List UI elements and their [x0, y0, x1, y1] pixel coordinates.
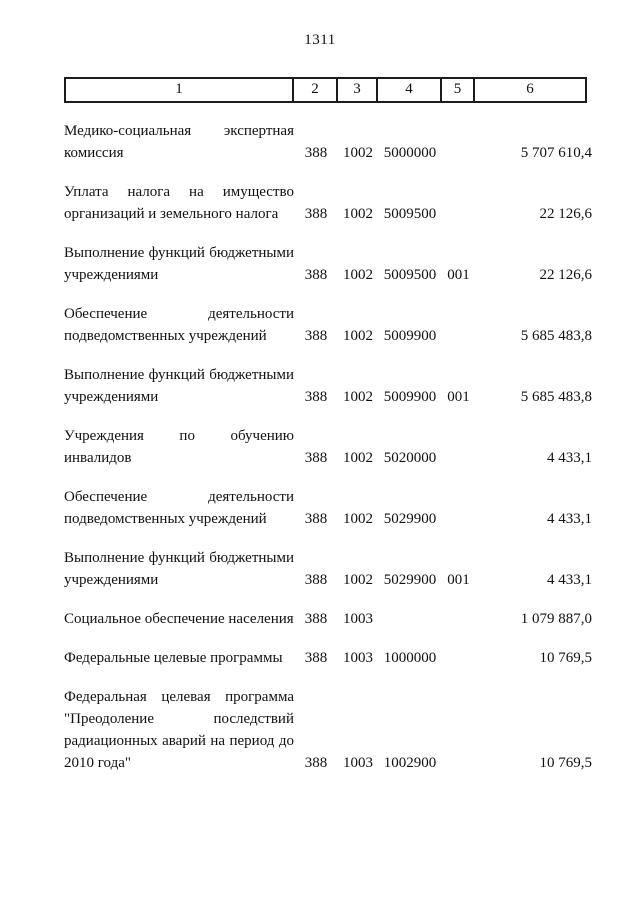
column-header-2: 2	[294, 79, 338, 101]
row-name-cell: Уплата налога на имущество организаций и земельного налога	[64, 184, 294, 222]
row-section-cell: 1003	[343, 611, 373, 627]
row-name-cell: Учреждения по обучению инвалидов	[64, 428, 294, 466]
row-name-cell: Обеспечение деятельности подведомственных учреждений	[64, 489, 294, 527]
row-article-cell: 5009900	[383, 389, 437, 405]
row-amount-cell: 4 433,1	[547, 572, 592, 588]
row-article-cell: 5009900	[383, 328, 437, 344]
row-name-cell: Выполнение функций бюджетными учреждениями	[64, 367, 294, 405]
row-article-cell: 5009500	[383, 206, 437, 222]
row-amount-cell: 22 126,6	[539, 267, 592, 283]
row-article-cell: 1002900	[383, 755, 437, 771]
row-amount-cell: 10 769,5	[539, 755, 592, 771]
table-row	[64, 242, 592, 286]
column-header-1: 1	[66, 79, 294, 101]
row-amount-cell: 1 079 887,0	[520, 611, 592, 627]
row-article-cell: 5009500	[383, 267, 437, 283]
row-section-cell: 1002	[343, 328, 373, 344]
budget-table	[64, 77, 592, 774]
table-row	[64, 608, 592, 630]
table-row	[64, 364, 592, 408]
row-chapter-cell: 388	[304, 511, 328, 527]
row-chapter-cell: 388	[304, 328, 328, 344]
column-header-3: 3	[338, 79, 378, 101]
row-article-cell: 5020000	[383, 450, 437, 466]
column-header-5: 5	[442, 79, 475, 101]
row-type-cell: 001	[447, 389, 470, 405]
row-chapter-cell: 388	[304, 450, 328, 466]
row-amount-cell: 22 126,6	[539, 206, 592, 222]
row-name-cell: Обеспечение деятельности подведомственных учреждений	[64, 306, 294, 344]
table-row	[64, 303, 592, 347]
row-name-cell: Медико-социальная экспертная комиссия	[64, 123, 294, 161]
row-section-cell: 1002	[343, 206, 373, 222]
column-header-4: 4	[378, 79, 442, 101]
row-chapter-cell: 388	[304, 572, 328, 588]
row-section-cell: 1003	[343, 755, 373, 771]
page-number: 1311	[304, 32, 336, 48]
table-row	[64, 181, 592, 225]
row-amount-cell: 5 707 610,4	[520, 145, 592, 161]
row-section-cell: 1002	[343, 389, 373, 405]
row-chapter-cell: 388	[304, 145, 328, 161]
row-section-cell: 1002	[343, 511, 373, 527]
row-article-cell: 5029900	[383, 511, 437, 527]
row-amount-cell: 4 433,1	[547, 450, 592, 466]
row-chapter-cell: 388	[304, 267, 328, 283]
row-article-cell: 5000000	[383, 145, 437, 161]
row-section-cell: 1002	[343, 267, 373, 283]
row-amount-cell: 4 433,1	[547, 511, 592, 527]
row-amount-cell: 5 685 483,8	[520, 328, 592, 344]
row-article-cell: 5029900	[383, 572, 437, 588]
row-chapter-cell: 388	[304, 611, 328, 627]
row-section-cell: 1002	[343, 572, 373, 588]
row-chapter-cell: 388	[304, 389, 328, 405]
row-type-cell: 001	[447, 572, 470, 588]
row-amount-cell: 10 769,5	[539, 650, 592, 666]
row-section-cell: 1003	[343, 650, 373, 666]
column-header-6: 6	[526, 81, 534, 97]
row-section-cell: 1002	[343, 145, 373, 161]
row-chapter-cell: 388	[304, 206, 328, 222]
row-name-cell: Выполнение функций бюджетными учреждениями	[64, 245, 294, 283]
row-section-cell: 1002	[343, 450, 373, 466]
table-row	[64, 547, 592, 591]
table-header-row	[64, 77, 587, 103]
table-row	[64, 486, 592, 530]
row-name-cell: Выполнение функций бюджетными учреждениями	[64, 550, 294, 588]
table-row	[64, 425, 592, 469]
row-name-cell: Федеральные целевые программы	[64, 650, 283, 666]
row-article-cell: 1000000	[383, 650, 437, 666]
table-row	[64, 647, 592, 669]
table-body	[64, 120, 592, 774]
row-chapter-cell: 388	[304, 650, 328, 666]
table-row	[64, 120, 592, 164]
table-row	[64, 686, 592, 774]
row-name-cell: Социальное обеспечение населения	[64, 611, 294, 627]
row-chapter-cell: 388	[304, 755, 328, 771]
row-name-cell: Федеральная целевая программа "Преодоление последствий радиационных аварий на период до 2010 года"	[64, 689, 294, 771]
row-type-cell: 001	[447, 267, 470, 283]
row-amount-cell: 5 685 483,8	[520, 389, 592, 405]
